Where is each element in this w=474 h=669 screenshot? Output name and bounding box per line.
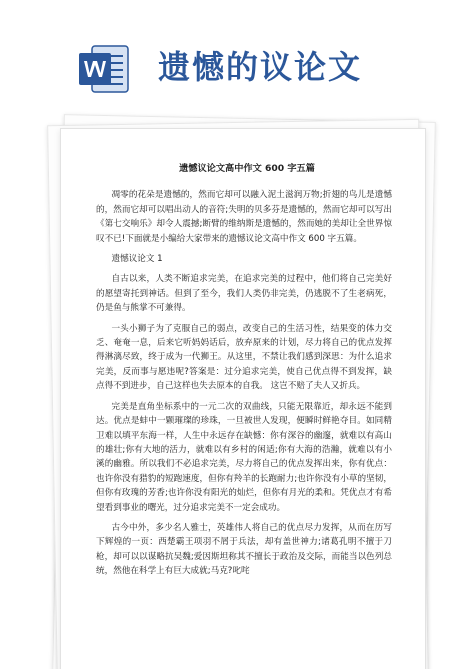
- paragraph: 自古以来，人类不断追求完美，在追求完美的过程中，他们将自己完美好的愿望寄托到神话。但到了至今，我们人类仍非完美，仍逃脱不了生老病死，仍是鱼与熊掌不可兼得。: [96, 274, 392, 314]
- paragraph: 古今中外，多少名人雅士，英雄伟人将自己的优点尽力发挥，从而在历写下辉煌的一页：西楚霸王项羽不屑于兵法，却有盖世神力;诸葛孔明不擅于刀枪，却可以以谋略抗吴魏;爱因斯坦称其不擅长于政治及交际，而能当以色列总统，然他在科学上有巨大成就;马克?叱咤: [96, 522, 392, 577]
- document-body: [96, 162, 392, 585]
- paragraph: 完美是直角坐标系中的一元二次的双曲线，只能无限靠近，却永远不能到达。优点是蚌中一颗璀璨的珍珠，一旦被世人发现，便瞬时鲜艳夺目。如同精卫难以填平东海一样，人生中永远存在缺憾：你有深谷的幽邃，就难以有高山的雄壮;你有大地的活力，就难以有乡村的闲适;你有大海的浩瀚，就难以有小溪的幽雅。所以我们不必追求完美，尽力将自己的优点发挥出来，你有优点：也许你没有猎豹的短跑速度，但你有羚羊的长跑耐力;也许你没有小草的坚韧，但你有玫瑰的芳香;也许你没有阳光的灿烂，但你有月光的柔和。凭优点才有希望看到事业的曙光，过分追求完美不一定会成功。: [96, 401, 392, 513]
- page-title: 遗憾的议论文: [158, 48, 363, 86]
- header: [0, 0, 474, 112]
- word-icon: [78, 43, 130, 95]
- document-title: 遗憾议论文高中作文 600 字五篇: [179, 163, 315, 174]
- section-heading: 遗憾议论文 1: [111, 254, 163, 265]
- paragraph: 一头小狮子为了克服自己的弱点，改变自己的生活习性，结果变的体力交乏、奄奄一息，后来它听妈妈话后，放弃原来的计划，尽力将自己的优点发挥得淋漓尽致，终于成为一代狮王。从这里，不禁让我们感到深思：为什么追求完美，反而事与愿违呢?答案是：过分追求完美，使自己优点得不到发挥，缺点得不到进步，自己这样也失去原本的自我。 这岂不赔了夫人又折兵。: [96, 323, 392, 392]
- paragraph-intro: 凋零的花朵是遗憾的，然而它却可以融入泥土滋润万物;折翅的鸟儿是遗憾的，然而它却可以唱出动人的音符;失明的贝多芬是遗憾的，然而它却可以写出《第七交响乐》却令人震撼;断臂的维纳斯是遗憾的，然而她的美却让全世界惊叹不已!下面就是小编给大家带来的遗憾议论文高中作文 600 字五篇。: [96, 190, 392, 244]
